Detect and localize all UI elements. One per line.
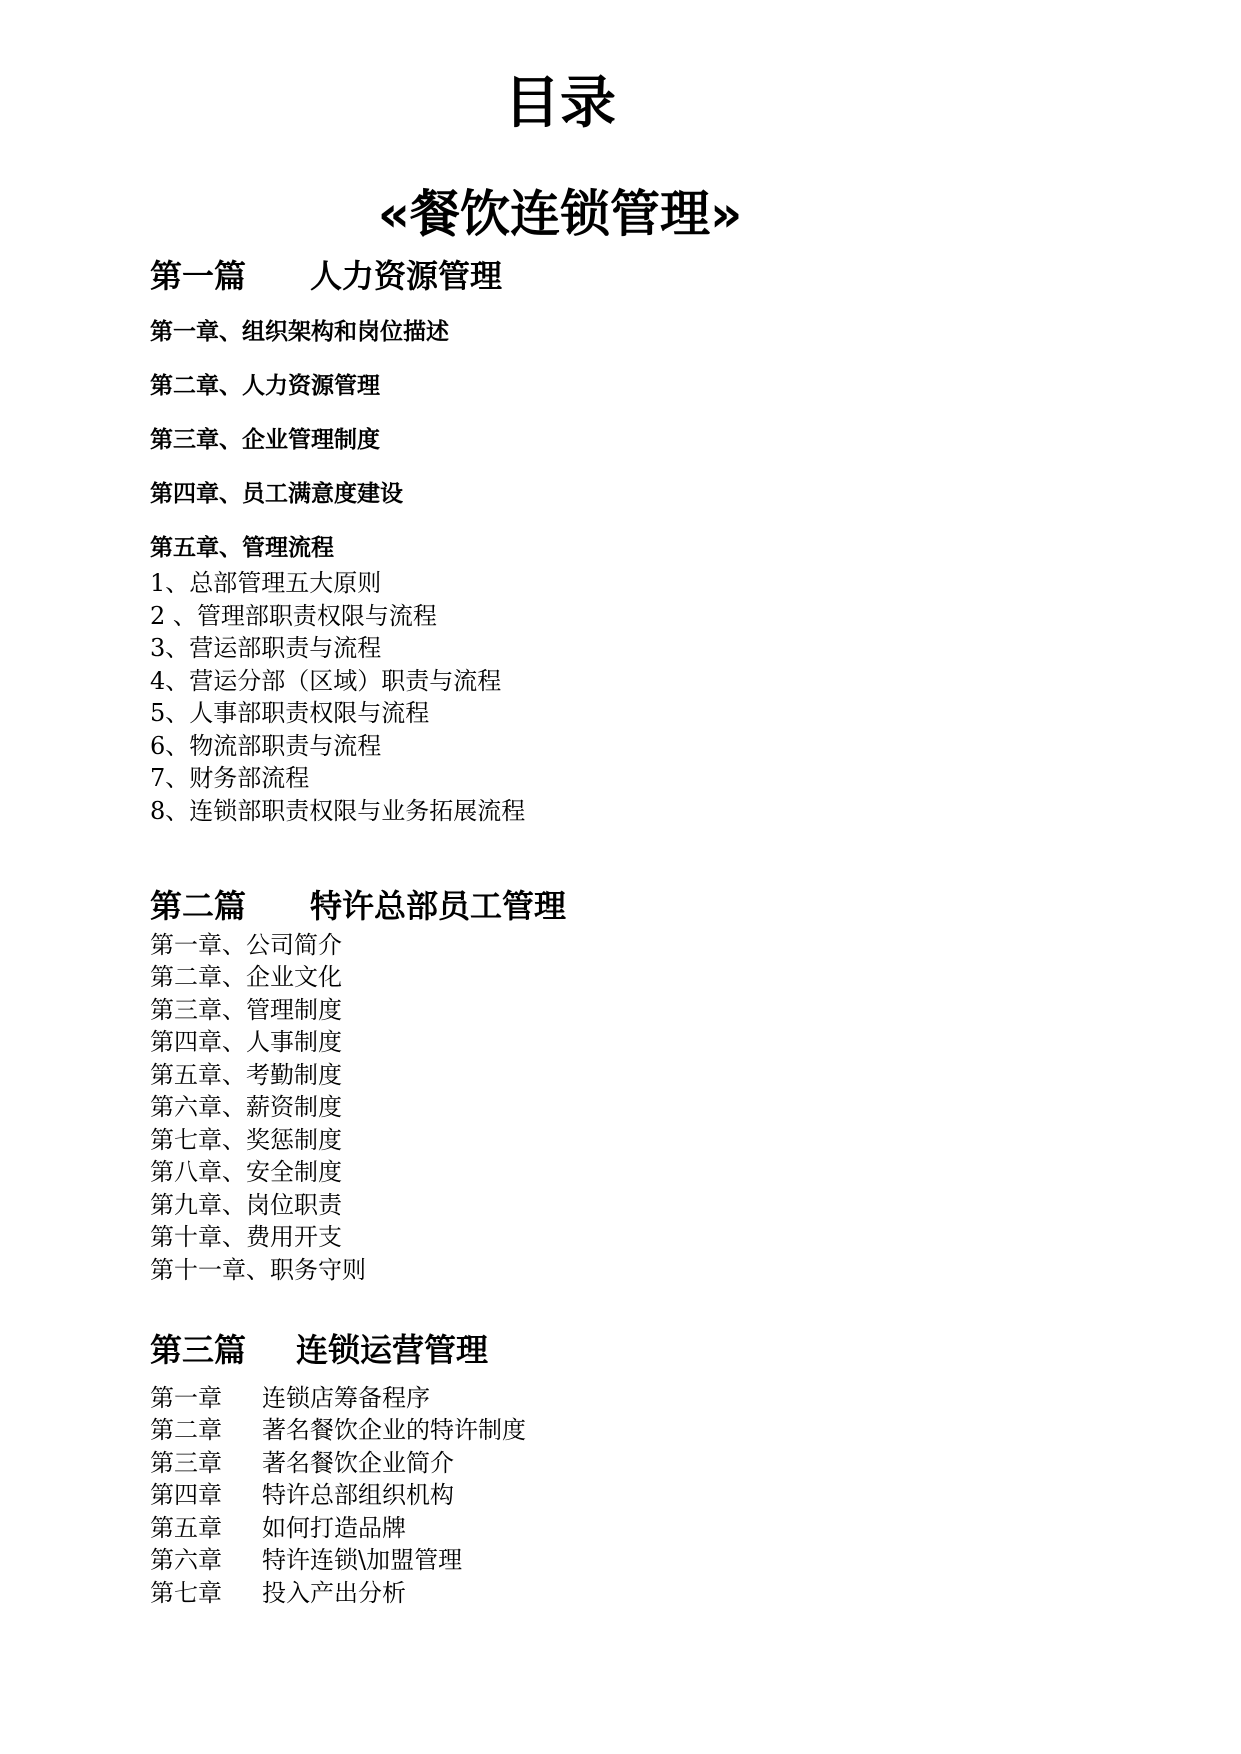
toc-subitem: 2 、管理部职责权限与流程 <box>150 602 437 630</box>
toc-chapter: 第四章、人事制度 <box>150 1028 342 1056</box>
toc-chapter: 第十一章、职务守则 <box>150 1256 366 1284</box>
part-name: 特许总部员工管理 <box>310 887 567 925</box>
toc-subitem: 1、总部管理五大原则 <box>150 569 382 597</box>
chapter-number: 第六章 <box>150 1546 222 1574</box>
chapter-number: 第一章 <box>150 1384 222 1412</box>
toc-subitem: 3、营运部职责与流程 <box>150 634 382 662</box>
chapter-title: 连锁店筹备程序 <box>262 1384 430 1412</box>
toc-chapter <box>150 1415 526 1445</box>
chapter-title: 投入产出分析 <box>262 1579 406 1607</box>
part-label: 第二篇 <box>150 887 247 925</box>
chapter-title: 著名餐饮企业的特许制度 <box>262 1416 526 1444</box>
toc-subitem: 8、连锁部职责权限与业务拓展流程 <box>150 797 526 825</box>
chapter-number: 第五章 <box>150 1514 222 1542</box>
toc-chapter: 第二章、企业文化 <box>150 963 342 991</box>
toc-chapter: 第八章、安全制度 <box>150 1158 342 1186</box>
chapter-title: 如何打造品牌 <box>262 1514 406 1542</box>
toc-subitem: 4、营运分部（区域）职责与流程 <box>150 667 502 695</box>
part-name: 连锁运营管理 <box>296 1331 489 1369</box>
toc-chapter: 第六章、薪资制度 <box>150 1093 342 1121</box>
toc-chapter <box>150 1545 462 1575</box>
toc-chapter: 第七章、奖惩制度 <box>150 1126 342 1154</box>
page-title: 目录 <box>504 71 616 136</box>
toc-chapter: 第一章、组织架构和岗位描述 <box>150 319 449 345</box>
chapter-number: 第二章 <box>150 1416 222 1444</box>
toc-chapter <box>150 1480 454 1510</box>
chapter-title: 特许总部组织机构 <box>262 1481 454 1509</box>
toc-chapter <box>150 1383 430 1413</box>
part-name: 人力资源管理 <box>310 257 503 295</box>
toc-chapter: 第一章、公司简介 <box>150 931 342 959</box>
toc-subitem: 5、人事部职责权限与流程 <box>150 699 430 727</box>
toc-chapter <box>150 1513 406 1543</box>
chapter-number: 第七章 <box>150 1579 222 1607</box>
toc-chapter <box>150 1578 406 1608</box>
toc-subitem: 7、财务部流程 <box>150 764 310 792</box>
toc-chapter: 第三章、企业管理制度 <box>150 427 380 453</box>
part-label: 第三篇 <box>150 1331 247 1369</box>
part-heading-1 <box>150 256 502 296</box>
toc-chapter: 第四章、员工满意度建设 <box>150 481 403 507</box>
chapter-title: 著名餐饮企业简介 <box>262 1449 454 1477</box>
toc-chapter <box>150 1448 454 1478</box>
chapter-number: 第三章 <box>150 1449 222 1477</box>
toc-chapter: 第九章、岗位职责 <box>150 1191 342 1219</box>
part-label: 第一篇 <box>150 257 247 295</box>
toc-chapter: 第五章、管理流程 <box>150 535 334 561</box>
part-heading-2 <box>150 886 566 926</box>
part-heading-3 <box>150 1330 488 1370</box>
toc-subitem: 6、物流部职责与流程 <box>150 732 382 760</box>
toc-chapter: 第二章、人力资源管理 <box>150 373 380 399</box>
chapter-number: 第四章 <box>150 1481 222 1509</box>
toc-chapter: 第十章、费用开支 <box>150 1223 342 1251</box>
chapter-title: 特许连锁\加盟管理 <box>262 1546 463 1574</box>
toc-chapter: 第五章、考勤制度 <box>150 1061 342 1089</box>
toc-chapter: 第三章、管理制度 <box>150 996 342 1024</box>
book-title: «餐饮连锁管理» <box>377 185 743 243</box>
